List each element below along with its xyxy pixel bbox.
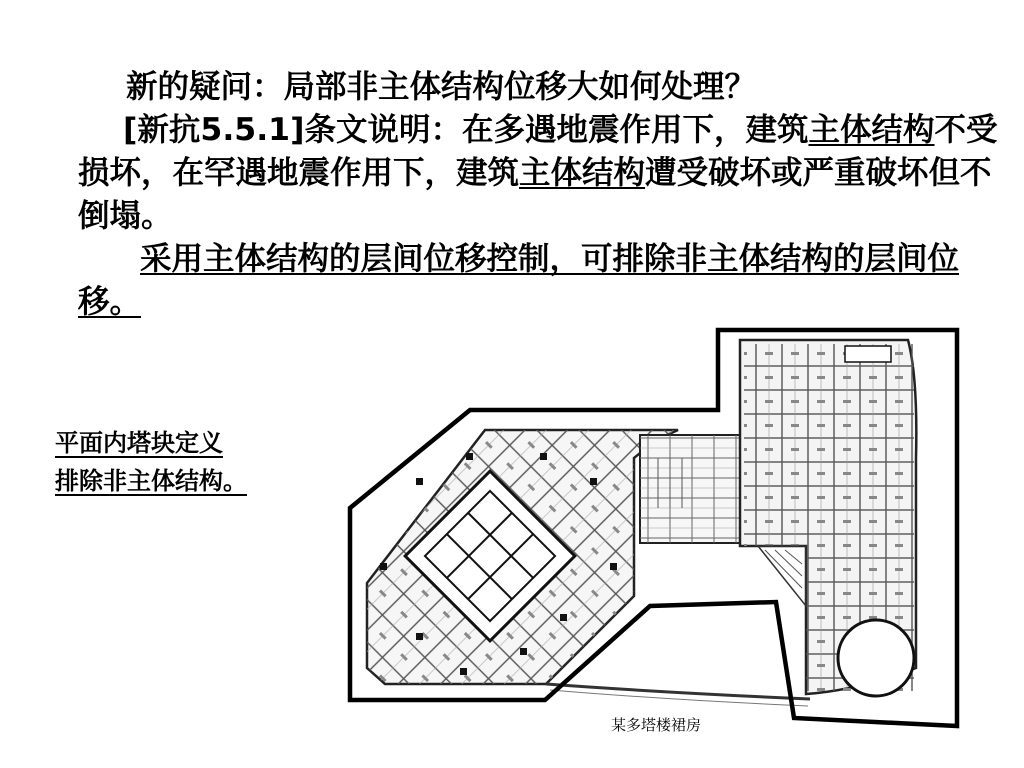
code-end-text: 遭受破坏或严重破坏但不倒塌。 — [78, 155, 992, 234]
code-mid-text: 不受损坏，在罕遇地震作用下，建筑 — [78, 112, 998, 191]
right-tower — [740, 340, 916, 696]
code-intro-text: [新抗5.5.1]条文说明：在多遇地震作用下，建筑 — [123, 112, 809, 148]
main-structure-term-2: 主体结构 — [519, 155, 646, 191]
paragraph-code-explanation — [78, 109, 998, 238]
main-text — [78, 66, 998, 324]
floor-plan-figure — [340, 318, 970, 738]
side-note — [55, 424, 257, 500]
figure-caption: 某多塔楼裙房 — [611, 716, 702, 734]
curved-wall — [546, 684, 810, 699]
side-note-line-2: 排除非主体结构。 — [55, 467, 247, 495]
main-structure-term-1: 主体结构 — [808, 112, 935, 148]
side-note-line-1: 平面内塔块定义 — [55, 429, 223, 457]
paragraph-conclusion: 采用主体结构的层间位移控制，可排除非主体结构的层间位移。 — [78, 241, 960, 320]
paragraph-question: 新的疑问：局部非主体结构位移大如何处理？ — [126, 69, 757, 105]
